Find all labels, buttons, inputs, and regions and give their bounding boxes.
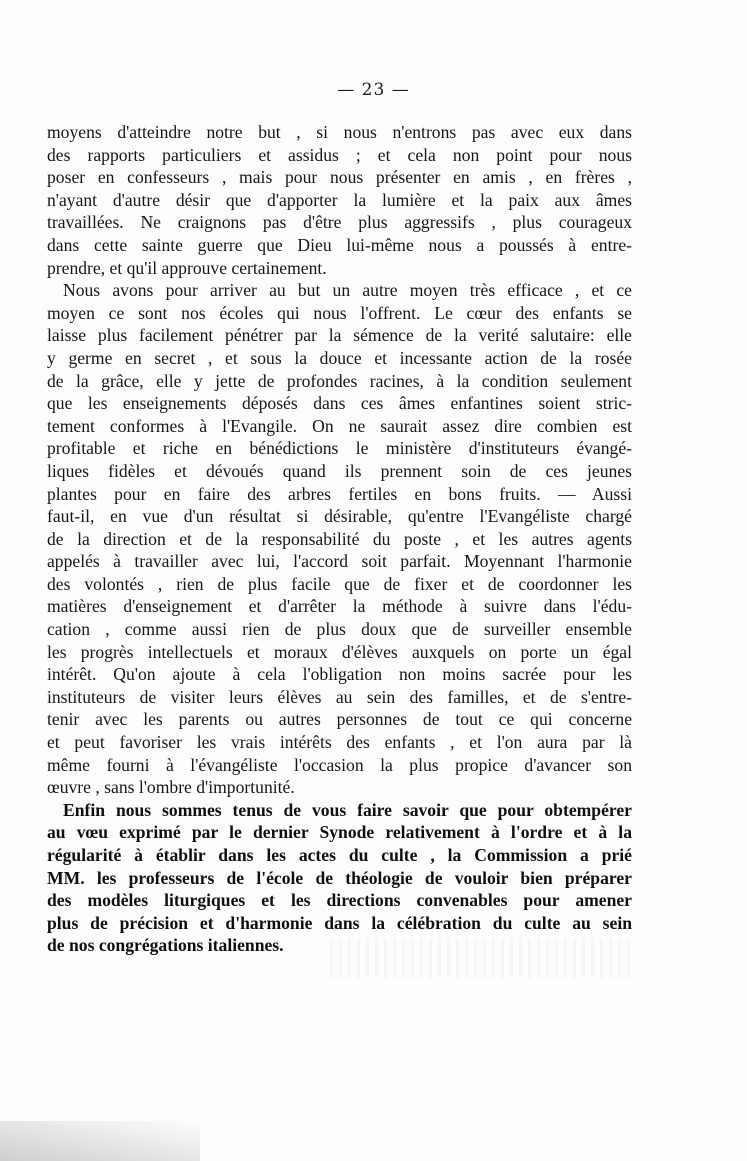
text-line: n'ayant d'autre désir que d'apporter la lumière et la paix aux âmes — [47, 189, 632, 210]
text-line: des rapports particuliers et assidus ; et cela non point pour nous — [47, 144, 632, 165]
text-line: liques fidèles et dévoués quand ils prennent soin de ces jeunes — [47, 460, 632, 481]
paragraph-3 — [47, 799, 632, 957]
text-line: MM. les professeurs de l'école de théologie de vouloir bien préparer — [47, 867, 632, 888]
text-line: moyens d'atteindre notre but , si nous n'entrons pas avec eux dans — [47, 122, 632, 142]
text-line: intérêt. Qu'on ajoute à cela l'obligation non moins sacrée pour les — [47, 664, 632, 685]
text-line: poser en confesseurs , mais pour nous présenter en amis , en frères , — [47, 167, 632, 188]
text-line: les progrès intellectuels et moraux d'élèves auxquels on porte un égal — [47, 641, 632, 662]
text-line: travaillées. Ne craignons pas d'être plus aggressifs , plus courageux — [47, 212, 632, 233]
text-line: dans cette sainte guerre que Dieu lui-même nous a poussés à entre- — [47, 234, 632, 255]
text-line: au vœu exprimé par le dernier Synode relativement à l'ordre et à la — [47, 822, 632, 843]
text-line: tement conformes à l'Evangile. On ne saurait assez dire combien est — [47, 415, 632, 436]
text-line: même fourni à l'évangéliste l'occasion la plus propice d'avancer son — [47, 754, 632, 775]
text-line: moyen ce sont nos écoles qui nous l'offrent. Le cœur des enfants se — [47, 302, 632, 323]
text-line: laisse plus facilement pénétrer par la sémence de la verité salutaire: elle — [47, 325, 632, 346]
text-line: y germe en secret , et sous la douce et incessante action de la rosée — [47, 347, 632, 368]
text-line: faut-il, en vue d'un résultat si désirable, qu'entre l'Evangéliste chargé — [47, 506, 632, 527]
text-line: tenir avec les parents ou autres personnes de tout ce qui concerne — [47, 709, 632, 730]
text-line: profitable et riche en bénédictions le ministère d'instituteurs évangé- — [47, 438, 632, 459]
text-line: des volontés , rien de plus facile que de fixer et de coordonner les — [47, 573, 632, 594]
text-line: prendre, et qu'il approuve certainement. — [47, 257, 327, 278]
text-line: cation , comme aussi rien de plus doux que de surveiller ensemble — [47, 619, 632, 640]
text-line: régularité à établir dans les actes du culte , la Commission a prié — [47, 845, 632, 865]
text-line: de la grâce, elle y jette de profondes racines, à la condition seulement — [47, 370, 632, 391]
body-text — [47, 121, 632, 957]
text-line: et peut favoriser les vrais intérêts des enfants , et l'on aura par là — [47, 732, 632, 753]
text-line: des modèles liturgiques et les directions convenables pour amener — [47, 890, 632, 911]
text-line: instituteurs de visiter leurs élèves au sein des familles, et de s'entre- — [47, 686, 632, 707]
text-line: Nous avons pour arriver au but un autre moyen très efficace , et ce — [63, 280, 632, 301]
paragraph-2 — [47, 279, 632, 799]
text-line: appelés à travailler avec lui, l'accord soit parfait. Moyennant l'harmonie — [47, 551, 632, 572]
text-line: de la direction et de la responsabilité du poste , et les autres agents — [47, 528, 632, 549]
paragraph-1 — [47, 121, 632, 279]
page-corner-smudge — [0, 1121, 200, 1161]
text-line: Enfin nous sommes tenus de vous faire savoir que pour obtempérer — [63, 799, 632, 820]
text-line: plus de précision et d'harmonie dans la célébration du culte au sein — [47, 912, 632, 933]
page-number: — 23 — — [337, 80, 410, 100]
show-through-ink — [330, 938, 630, 978]
text-line: œuvre , sans l'ombre d'importunité. — [47, 777, 295, 798]
text-line: de nos congrégations italiennes. — [47, 935, 284, 956]
text-line: que les enseignements déposés dans ces âmes enfantines soient stric- — [47, 393, 632, 414]
text-line: matières d'enseignement et d'arrêter la méthode à suivre dans l'édu- — [47, 596, 632, 617]
text-line: plantes pour en faire des arbres fertiles en bons fruits. — Aussi — [47, 483, 632, 504]
